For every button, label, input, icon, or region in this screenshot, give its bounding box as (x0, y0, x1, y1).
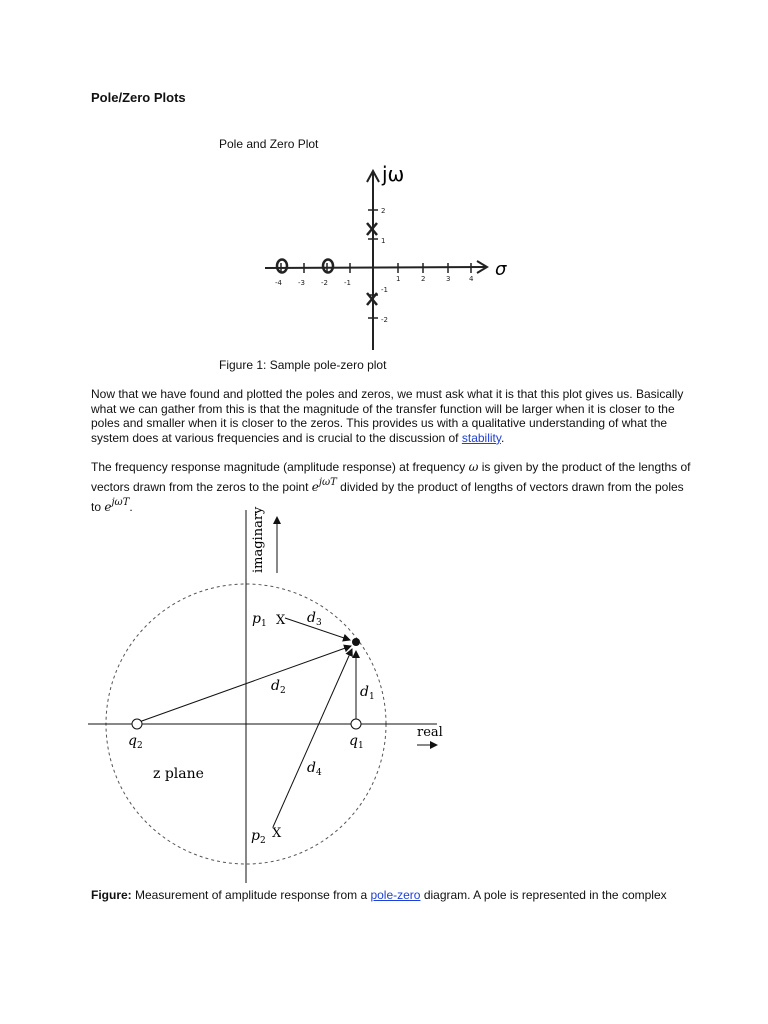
x-tick: 3 (446, 275, 451, 283)
x-tick: -4 (275, 279, 282, 287)
zero-marker (323, 260, 333, 273)
paragraph-text: divided by the product of lengths of vectors drawn from the poles to (91, 480, 684, 514)
exponent: jωT (111, 497, 130, 508)
pole-zero-link[interactable]: pole-zero (370, 888, 421, 902)
imaginary-axis-label: imaginary (251, 506, 266, 573)
caption-text: Measurement of amplitude response from a (131, 888, 371, 902)
page-heading: Pole/Zero Plots (91, 90, 186, 105)
real-axis-label: real (417, 725, 443, 740)
paragraph-intro (91, 387, 691, 445)
e-symbol: e (104, 500, 112, 514)
label-d2: $d_2$ (271, 678, 286, 696)
figure1-caption: Figure 1: Sample pole-zero plot (219, 358, 387, 372)
label-q2: $q_2$ (128, 733, 143, 751)
caption-text: diagram. A pole is represented in the complex (420, 888, 667, 902)
x-tick: 2 (421, 275, 426, 283)
jw-label: jω (382, 162, 405, 186)
figure1-title: Pole and Zero Plot (219, 137, 319, 151)
pole-zero-plot (255, 155, 525, 355)
omega-symbol: ω (468, 460, 479, 474)
y-tick: 2 (381, 207, 386, 215)
e-symbol: e (311, 480, 319, 494)
sigma-label: σ (495, 259, 507, 280)
y-tick: -1 (381, 286, 388, 294)
label-d4: $d_4$ (307, 760, 322, 778)
sigma-axis (265, 267, 485, 268)
label-d3: $d_3$ (307, 610, 322, 628)
pole-p2-marker: X (272, 826, 282, 841)
x-tick: 4 (469, 275, 474, 283)
vector-d2 (139, 646, 351, 722)
label-q1: $q_1$ (349, 733, 364, 751)
y-tick: -2 (381, 316, 388, 324)
frequency-point (352, 638, 360, 646)
label-p1: $p_1$ (252, 611, 267, 629)
paragraph-text: The frequency response magnitude (amplitude response) at frequency (91, 460, 469, 474)
paragraph-text: Now that we have found and plotted the poles and zeros, we must ask what it is that this plot gives us. Basically what we can gather from this is that the magnitude of the transfer function will be larger when it is closer to the poles and smaller when it is closer to the zeros. This provides us with a qualitative understanding of what the system does at various frequencies and is crucial to the discussion of (91, 387, 684, 445)
paragraph-end: . (129, 500, 133, 514)
zero-marker (277, 260, 287, 273)
paragraph-text: is given by the product of the lengths of vectors drawn from the zeros to the point (91, 460, 691, 494)
x-tick: -2 (321, 279, 328, 287)
label-d1: $d_1$ (360, 684, 375, 702)
x-tick: 1 (396, 275, 401, 283)
vector-d4 (273, 649, 352, 827)
zero-q1 (351, 719, 361, 729)
x-tick: -3 (298, 279, 305, 287)
label-p2: $p_2$ (251, 828, 266, 846)
figure2-caption (91, 888, 711, 902)
z-plane-label: z plane (153, 766, 204, 782)
x-tick: -1 (344, 279, 351, 287)
stability-link[interactable]: stability (461, 430, 501, 445)
y-tick: 1 (381, 237, 386, 245)
figure-caption-label: Figure: (91, 888, 132, 902)
exponent: jωT (318, 477, 337, 488)
z-plane-diagram (85, 505, 455, 885)
paragraph-end: . (500, 430, 505, 445)
zero-q2 (132, 719, 142, 729)
pole-p1-marker: X (276, 613, 286, 628)
